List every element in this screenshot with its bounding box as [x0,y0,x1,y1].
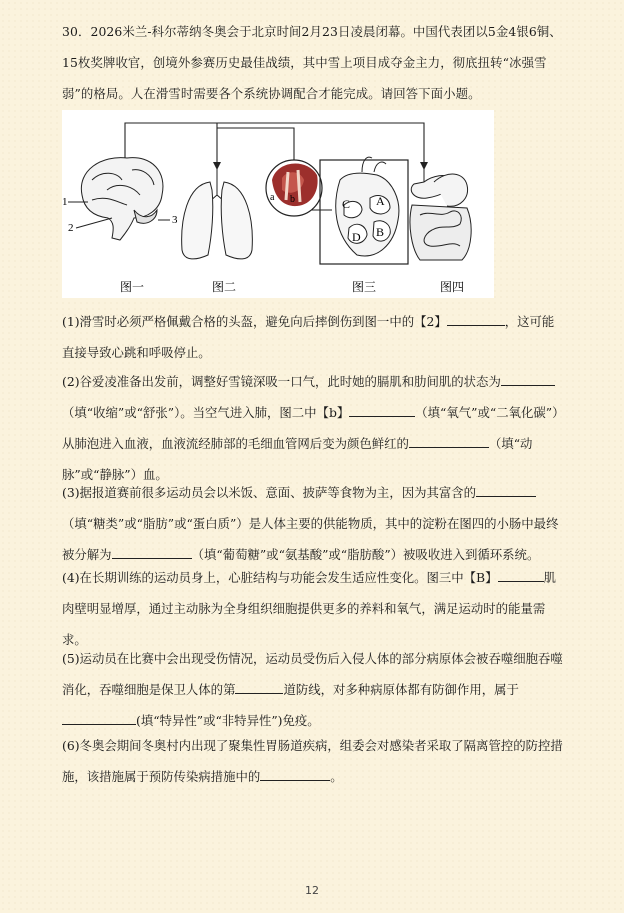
question-4: (4)在长期训练的运动员身上，心脏结构与功能会发生适应性变化。图三中【B】 肌肉壁明显增厚，通过主动脉为全身组织细胞提供更多的养料和氧气，满足运动时的能量需求。 [62,562,564,655]
brain-label-3: 3 [172,214,178,226]
question-6: (6)冬奥会期间冬奥村内出现了聚集性胃肠道疾病，组委会对感染者采取了隔离管控的防控措施，该措施属于预防传染病措施中的 。 [62,738,563,784]
question-intro: 30．2026米兰-科尔蒂纳冬奥会于北京时间2月23日凌晨闭幕。中国代表团以5金4银6铜、15枚奖牌收官，创境外参赛历史最佳战绩，其中雪上项目成夺金主力，彻底扭转“冰强雪弱”的格局。人在滑雪时需要各个系统协调配合才能完成。请回答下面小题。 [62,24,562,101]
answer-blank[interactable] [62,710,136,725]
caption-fig1: 图一 [120,280,145,294]
answer-blank[interactable] [476,482,536,497]
brain-label-2: 2 [68,222,74,234]
heart-label-d: D [352,230,361,244]
caption-fig3: 图三 [352,280,377,294]
body-systems-figure [62,110,494,298]
answer-blank[interactable] [260,766,330,781]
alveolus-label-a: a [270,192,275,203]
lung-alveolus-connector [217,128,294,167]
alveolus-inset [266,160,322,216]
answer-blank[interactable] [409,433,489,448]
answer-blank[interactable] [349,402,415,417]
digestive-illustration [410,165,471,260]
answer-blank[interactable] [235,679,283,694]
brain-label-1: 1 [62,196,68,208]
heart-label-c: C [342,197,351,211]
page-number: 12 [305,884,319,897]
caption-fig2: 图二 [212,280,237,294]
heart-label-b: B [376,225,385,239]
question-1: (1)滑雪时必须严格佩戴合格的头盔，避免向后摔倒伤到图一中的【2】 ，这可能直接导致心跳和呼吸停止。 [62,306,564,368]
answer-blank[interactable] [447,311,505,326]
question-3: (3)据报道赛前很多运动员会以米饭、意面、披萨等食物为主，因为其富含的（填“糖类”或“脂肪”或“蛋白质”）是人体主要的供能物质，其中的淀粉在图四的小肠中最终被分解为 （填“葡萄糖”或“氨基酸”或“脂肪酸”）被吸收进入到循环系统。 [62,477,564,570]
caption-fig4: 图四 [440,280,465,294]
answer-blank[interactable] [112,544,192,559]
alveolus-label-b: b [290,194,295,205]
lungs-illustration [182,165,253,259]
answer-blank[interactable] [498,567,544,582]
answer-blank[interactable] [501,371,555,386]
question-5: (5)运动员在比赛中会出现受伤情况，运动员受伤后入侵人体的部分病原体会被吞噬细胞吞噬消化，吞噬细胞是保卫人体的第 道防线，对多种病原体都有防御作用，属于(填“特异性”或“非特异性”)免疫。 [62,651,563,728]
heart-label-a: A [376,194,385,208]
brain-illustration [68,158,170,240]
question-2: (2)谷爱凌准备出发前，调整好雪镜深吸一口气，此时她的膈肌和肋间肌的状态为（填“收缩”或“舒张”）。当空气进入肺，图二中【b】 （填“氧气”或“二氧化碳”）从肺泡进入血液，血液流经肺部的毛细血管网后变为颜色鲜红的 （填“动脉”或“静脉”）血。 [62,366,564,490]
